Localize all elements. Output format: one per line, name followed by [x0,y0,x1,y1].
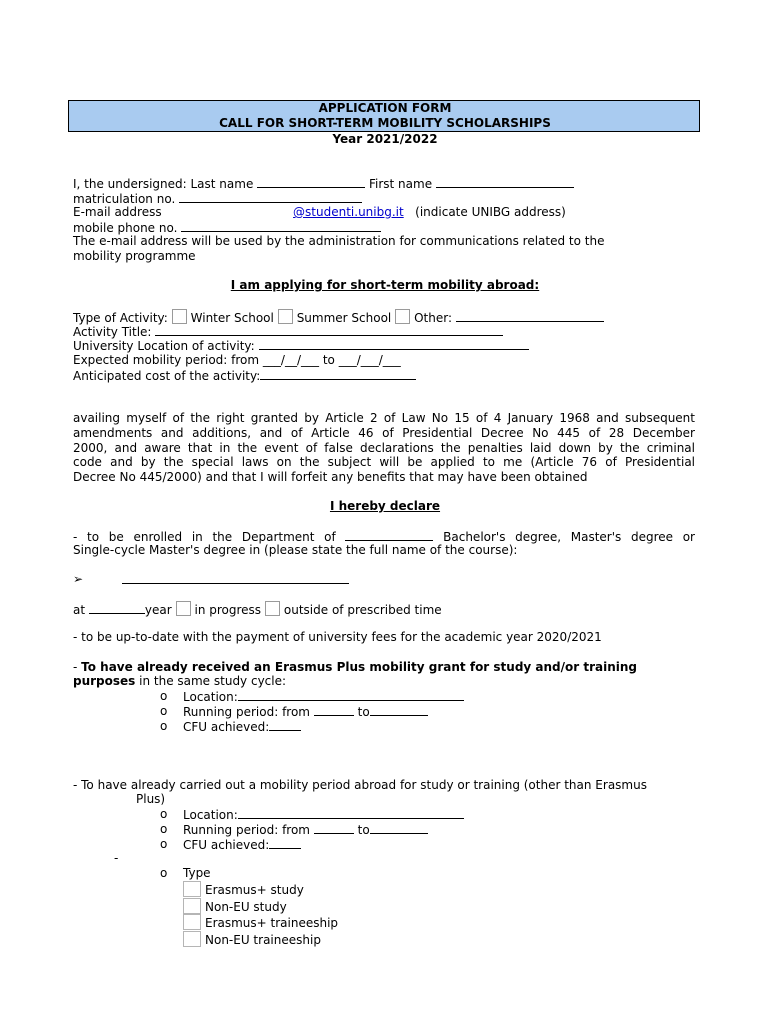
mobility-period-line [73,353,401,367]
year-number-field[interactable] [89,602,145,614]
non-eu-study-label: Non-EU study [205,900,287,914]
erasmus-statement: To have already received an Erasmus Plus mobility grant for study and/or training [81,660,638,674]
form-subtitle: CALL FOR SHORT-TERM MOBILITY SCHOLARSHIPS [219,116,551,130]
department-field[interactable] [345,529,433,541]
summer-school-checkbox[interactable] [278,309,293,324]
erasmus-traineeship-label: Erasmus+ traineeship [205,916,339,930]
course-bullet-line [73,572,83,586]
in-progress-label: in progress [194,603,262,617]
erasmus-location-line [183,689,464,704]
erasmus-cfu-label: CFU achieved: [183,720,270,734]
mobile-field[interactable] [181,220,381,232]
cost-field[interactable] [260,368,416,380]
legal-text-4: code and by the special laws on the subject will be applied to me (Article 76 of Presidential [73,455,695,469]
bullet-o: o [160,866,168,880]
erasmus-running-from-field[interactable] [314,704,354,716]
first-name-field[interactable] [436,176,574,188]
mobile-label: mobile phone no. [73,221,178,235]
activity-title-line [73,324,503,339]
other-cfu-field[interactable] [269,837,301,849]
email-line [73,205,566,219]
other-running-to-field[interactable] [370,822,428,834]
erasmus-location-label: Location: [183,690,238,704]
other-cfu-label: CFU achieved: [183,838,270,852]
course-field-wrap [122,572,349,587]
other-running-from-field[interactable] [314,822,354,834]
cost-line [73,368,416,383]
erasmus-period-line [183,704,428,719]
other-location-line [183,807,464,822]
erasmus-line-1 [73,660,637,674]
erasmus-running-to-label: to [357,705,370,719]
erasmus-dash: - [73,660,82,674]
activity-location-line [73,338,529,353]
other-mobility-line-2: Plus) [136,792,166,806]
activity-location-label: University Location of activity: [73,339,255,353]
summer-school-label: Summer School [296,311,392,325]
erasmus-purposes: purposes [73,674,136,688]
erasmus-running-from-label: Running period: from [183,705,310,719]
activity-title-label: Activity Title: [73,325,152,339]
last-name-field[interactable] [257,176,365,188]
erasmus-cfu-line [183,719,301,734]
erasmus-line-2 [73,674,286,688]
course-line: Single-cycle Master's degree in (please state the full name of the course): [73,543,518,557]
non-eu-study-checkbox[interactable] [183,898,201,914]
other-location-field[interactable] [238,807,464,819]
cost-label: Anticipated cost of the activity: [73,369,261,383]
matriculation-label: matriculation no. [73,192,176,206]
winter-school-checkbox[interactable] [172,309,187,324]
mobile-line [73,220,381,235]
bullet-o: o [160,719,168,733]
arrow-bullet-icon: ➢ [73,572,84,586]
other-running-from-label: Running period: from [183,823,310,837]
bullet-o: o [160,837,168,851]
period-to-field[interactable]: ___/___/___ [338,353,401,367]
erasmus-cfu-field[interactable] [269,719,301,731]
enrolled-line [73,529,695,544]
degree-label: Bachelor's degree, Master's degree or [443,530,695,544]
other-location-label: Location: [183,808,238,822]
activity-location-field[interactable] [259,338,529,350]
email-notice-1: The e-mail address will be used by the administration for communications related to the [73,234,605,248]
bullet-o: o [160,807,168,821]
period-to-label: to [322,353,335,367]
at-label: at [73,603,86,617]
fees-line: - to be up-to-date with the payment of university fees for the academic year 2020/2021 [73,630,602,644]
first-name-label: First name [368,177,433,191]
email-label: E-mail address [73,205,162,219]
erasmus-location-field[interactable] [238,689,464,701]
erasmus-traineeship-checkbox[interactable] [183,914,201,930]
matriculation-line [73,191,362,206]
form-title: APPLICATION FORM [318,101,452,115]
other-label: Other: [414,311,452,325]
other-field[interactable] [456,310,604,322]
other-cfu-line [183,837,301,852]
type-label: Type [183,866,211,880]
stray-dash: - [114,851,119,865]
other-period-line [183,822,428,837]
enrolled-label: - to be enrolled in the Department of [73,530,336,544]
erasmus-running-to-field[interactable] [370,704,428,716]
legal-text-5: Decree No 445/2000) and that I will forfeit any benefits that may have been obtained [73,470,588,484]
activity-title-field[interactable] [155,324,503,336]
declare-heading: I hereby declare [329,499,441,513]
outside-prescribed-checkbox[interactable] [265,601,280,616]
other-mobility-line-1: - To have already carried out a mobility period abroad for study or training (other than Erasmus [73,778,647,792]
email-notice-2: mobility programme [73,249,196,263]
email-note: (indicate UNIBG address) [415,205,566,219]
legal-text-1: availing myself of the right granted by Article 2 of Law No 15 of 4 January 1968 and subsequent [73,411,695,425]
bullet-o: o [160,689,168,703]
in-progress-checkbox[interactable] [176,601,191,616]
erasmus-study-label: Erasmus+ study [205,883,304,897]
erasmus-cycle: in the same study cycle: [135,674,287,688]
period-from-field[interactable]: ___/__/___ [262,353,320,367]
other-checkbox[interactable] [395,309,410,324]
matriculation-field[interactable] [179,191,362,203]
name-line [73,176,574,191]
bullet-o: o [160,704,168,718]
year-line [73,601,442,617]
year-label: year [144,603,172,617]
outside-prescribed-label: outside of prescribed time [283,603,442,617]
legal-text-3: 2000, and aware that in the event of false declarations the penalties laid down by the criminal [73,441,695,455]
course-name-field[interactable] [122,572,349,584]
legal-text-2: amendments and additions, and of Article 46 of Presidential Decree No 445 of 28 December [73,426,695,440]
erasmus-study-checkbox[interactable] [183,881,201,897]
activity-type-label: Type of Activity: [73,311,168,325]
other-running-to-label: to [357,823,370,837]
winter-school-label: Winter School [190,311,274,325]
non-eu-traineeship-label: Non-EU traineeship [205,933,321,947]
non-eu-traineeship-checkbox[interactable] [183,931,201,947]
applying-heading: I am applying for short-term mobility abroad: [230,278,540,292]
form-year: Year 2021/2022 [332,132,438,146]
email-domain-link[interactable]: @studenti.unibg.it [293,205,404,219]
period-from-label: Expected mobility period: from [73,353,260,367]
last-name-label: I, the undersigned: Last name [73,177,254,191]
activity-type-line [73,309,604,325]
bullet-o: o [160,822,168,836]
